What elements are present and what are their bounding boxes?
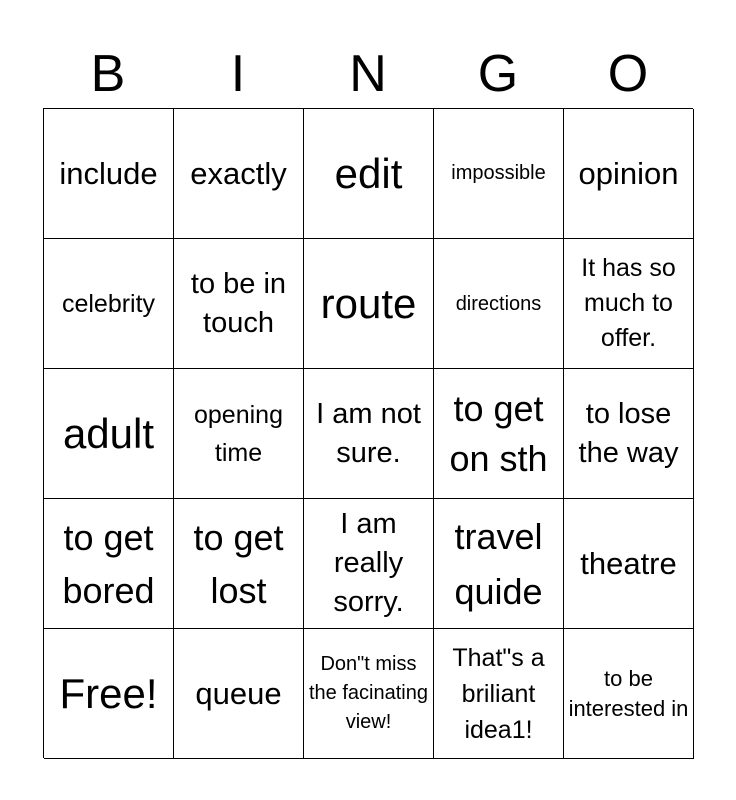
bingo-cell[interactable] <box>44 499 174 629</box>
cell-text: include <box>59 155 158 191</box>
bingo-cell[interactable] <box>564 109 694 239</box>
bingo-cell[interactable] <box>434 109 564 239</box>
cell-text: adult <box>62 409 155 457</box>
bingo-cell[interactable] <box>44 109 174 239</box>
bingo-cell[interactable] <box>304 369 434 499</box>
cell-text: to be interested in <box>568 665 689 721</box>
cell-text: exactly <box>190 155 287 191</box>
bingo-cell[interactable] <box>304 239 434 369</box>
bingo-cell[interactable] <box>174 369 304 499</box>
bingo-cell[interactable] <box>564 239 694 369</box>
bingo-header <box>43 40 693 108</box>
cell-text: to get bored <box>62 516 155 611</box>
cell-text: opinion <box>578 155 679 191</box>
cell-text: to be in touch <box>190 267 287 339</box>
bingo-cell[interactable] <box>304 629 434 759</box>
cell-text: celebrity <box>61 289 156 318</box>
cell-text: to lose the way <box>578 397 679 469</box>
cell-text: That"s a briliant idea1! <box>452 643 545 744</box>
bingo-cell[interactable] <box>564 369 694 499</box>
header-letter-b: B <box>90 45 126 103</box>
cell-text: directions <box>455 292 542 315</box>
header-letter-o: O <box>607 45 649 103</box>
bingo-cell[interactable] <box>174 109 304 239</box>
cell-text: theatre <box>580 545 677 581</box>
bingo-cell[interactable] <box>44 629 174 759</box>
cell-text: to get lost <box>193 516 284 611</box>
cell-text: Free! <box>59 669 158 717</box>
cell-text: travel quide <box>454 515 543 612</box>
bingo-cell[interactable] <box>564 629 694 759</box>
bingo-cell[interactable] <box>434 239 564 369</box>
header-letter-n: N <box>349 45 387 103</box>
cell-text: I am not sure. <box>316 397 421 469</box>
cell-text: It has so much to offer. <box>581 254 676 352</box>
header-letter-i: I <box>230 45 246 103</box>
bingo-cell[interactable] <box>564 499 694 629</box>
cell-text: edit <box>334 149 403 197</box>
bingo-cell[interactable] <box>44 239 174 369</box>
cell-text: I am really sorry. <box>333 508 404 618</box>
bingo-cell[interactable] <box>174 239 304 369</box>
cell-text: route <box>320 279 417 327</box>
bingo-cell[interactable] <box>434 629 564 759</box>
cell-text: queue <box>195 675 282 711</box>
header-letter-g: G <box>477 45 519 103</box>
cell-text: Don"t miss the facinating view! <box>309 653 428 733</box>
cell-text: opening time <box>194 400 283 467</box>
bingo-cell[interactable] <box>304 109 434 239</box>
bingo-cell[interactable] <box>434 499 564 629</box>
bingo-cell[interactable] <box>434 369 564 499</box>
cell-text: to get on sth <box>449 387 548 479</box>
bingo-cell[interactable] <box>174 499 304 629</box>
bingo-grid <box>43 108 693 758</box>
bingo-cell[interactable] <box>44 369 174 499</box>
bingo-cell[interactable] <box>304 499 434 629</box>
cell-text: impossible <box>451 162 546 184</box>
bingo-cell[interactable] <box>174 629 304 759</box>
